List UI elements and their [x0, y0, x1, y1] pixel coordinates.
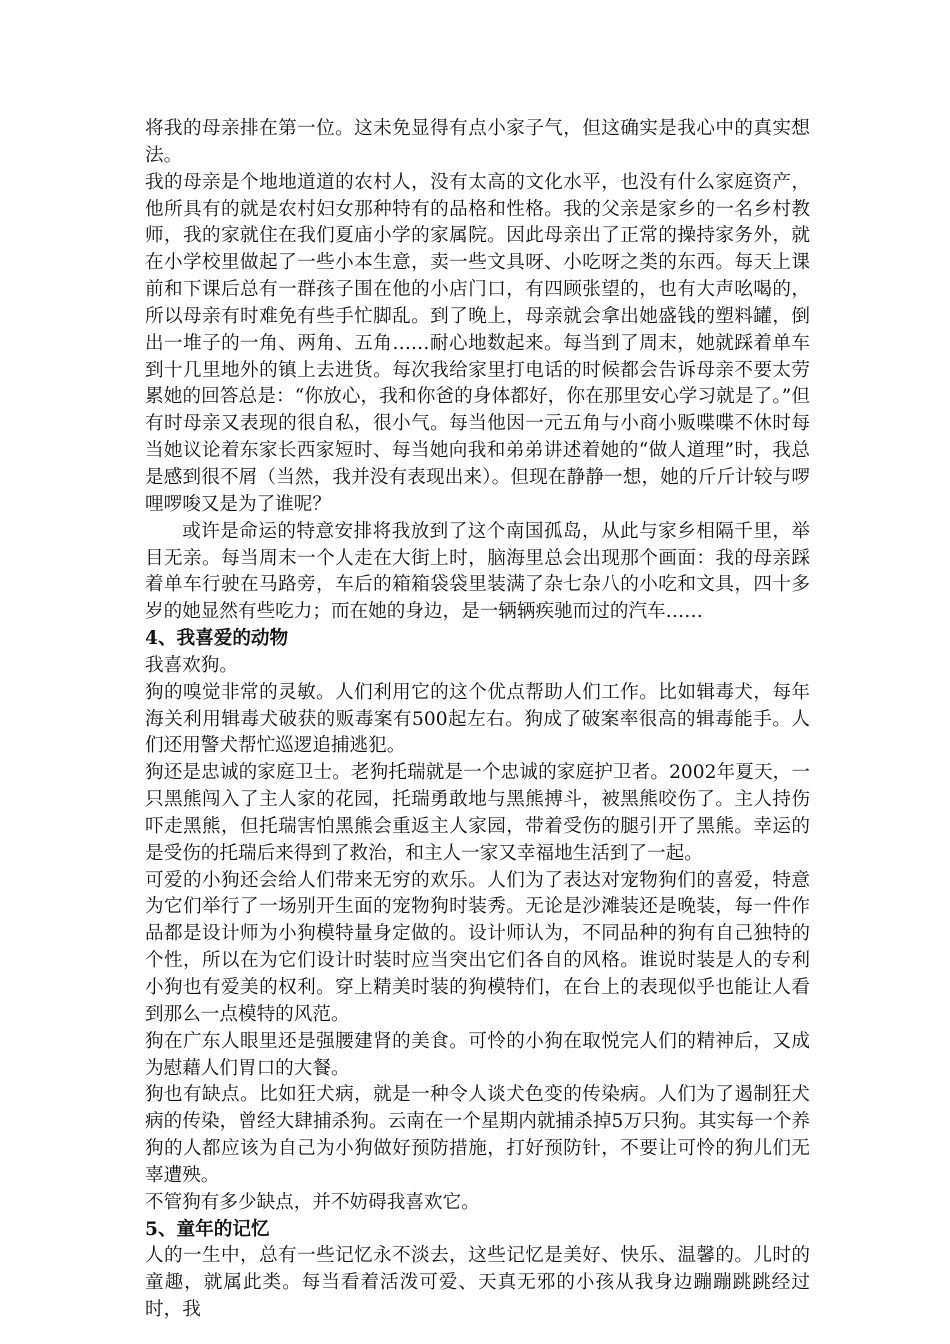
paragraph-childhood-memory: 人的一生中，总有一些记忆永不淡去，这些记忆是美好、快乐、温馨的。儿时的童趣，就属此类。每当看着活泼可爱、天真无邪的小孩从我身边蹦蹦跳跳经过时，我 — [145, 1245, 810, 1321]
paragraph-dog-shortcomings: 狗也有缺点。比如狂犬病，就是一种令人谈犬色变的传染病。人们为了遏制狂犬病的传染，曾经大肆捕杀狗。云南在一个星期内就捕杀掉5万只狗。其实每一个养狗的人都应该为自己为小狗做好预防措施，打好预防针，不要让可怜的狗儿们无辜遭殃。 — [145, 1084, 810, 1186]
paragraph-dog-loyalty: 狗还是忠诚的家庭卫士。老狗托瑞就是一个忠诚的家庭护卫者。2002年夏天，一只黑熊闯入了主人家的花园，托瑞勇敢地与黑熊搏斗，被黑熊咬伤了。主人持伤吓走黑熊，但托瑞害怕黑熊会重返主人家园，带着受伤的腿引开了黑熊。幸运的是受伤的托瑞后来得到了救治，和主人一家又幸福地生活到了一起。 — [145, 762, 810, 864]
paragraph-dog-smell: 狗的嗅觉非常的灵敏。人们利用它的这个优点帮助人们工作。比如辑毒犬，每年海关利用辑毒犬破获的贩毒案有500起左右。狗成了破案率很高的辑毒能手。人们还用警犬帮忙巡逻追捕逃犯。 — [145, 681, 810, 757]
paragraph-dog-fashion: 可爱的小狗还会给人们带来无穷的欢乐。人们为了表达对宠物狗们的喜爱，特意为它们举行了一场别开生面的宠物狗时装秀。无论是沙滩装还是晚装，每一件作品都是设计师为小狗模特量身定做的。设计师认为，不同品种的狗有自己独特的个性，所以在为它们设计时装时应当突出它们各自的风格。谁说时装是人的专利小狗也有爱美的权利。穿上精美时装的狗模特们，在台上的表现似乎也能让人看到那么一点模特的风范。 — [145, 869, 810, 1025]
section-heading-childhood-memory: 5、童年的记忆 — [145, 1218, 270, 1240]
paragraph-mother-memory: 或许是命运的特意安排将我放到了这个南国孤岛，从此与家乡相隔千里，举目无亲。每当周末一个人走在大街上时，脑海里总会出现那个画面：我的母亲踩着单车行驶在马路旁，车后的箱箱袋袋里装满了杂七杂八的小吃和文具，四十多岁的她显然有些吃力；而在她的身边，是一辆辆疾驰而过的汽车…… — [145, 520, 810, 623]
paragraph-mother-first: 将我的母亲排在第一位。这未免显得有点小家子气，但这确实是我心中的真实想法。 — [145, 118, 810, 166]
paragraph-still-like-dogs: 不管狗有多少缺点，并不妨碍我喜欢它。 — [145, 1191, 480, 1213]
paragraph-dog-food: 狗在广东人眼里还是强腰建肾的美食。可怜的小狗在取悦完人们的精神后，又成为慰藉人们胃口的大餐。 — [145, 1030, 810, 1079]
document-body — [145, 116, 810, 1324]
section-heading-favorite-animal: 4、我喜爱的动物 — [145, 628, 289, 650]
paragraph-like-dogs: 我喜欢狗。 — [145, 654, 238, 676]
paragraph-mother-description: 我的母亲是个地地道道的农村人，没有太高的文化水平，也没有什么家庭资产，他所具有的就是农村妇女那种特有的品格和性格。我的父亲是家乡的一名乡村教师，我的家就住在我们夏庙小学的家属院。因此母亲出了正常的操持家务外，就在小学校里做起了一些小本生意，卖一些文具呀、小吃呀之类的东西。每天上课前和下课后总有一群孩子围在他的小店门口，有四顾张望的，也有大声吆喝的，所以母亲有时难免有些手忙脚乱。到了晚上，母亲就会拿出她盛钱的塑料罐，倒出一堆子的一角、两角、五角……耐心地数起来。每当到了周末，她就踩着单车到十几里地外的镇上去进货。每次我给家里打电话的时候都会告诉母亲不要太劳累她的回答总是：“你放心，我和你爸的身体都好，你在那里安心学习就是了。”但有时母亲又表现的很自私，很小气。每当他因一元五角与小商小贩喋喋不休时每当她议论着东家长西家短时、每当她向我和弟弟讲述着她的“做人道理”时，我总是感到很不屑（当然，我并没有表现出来）。但现在静静一想，她的斤斤计较与啰哩啰唆又是为了谁呢？ — [145, 171, 810, 515]
